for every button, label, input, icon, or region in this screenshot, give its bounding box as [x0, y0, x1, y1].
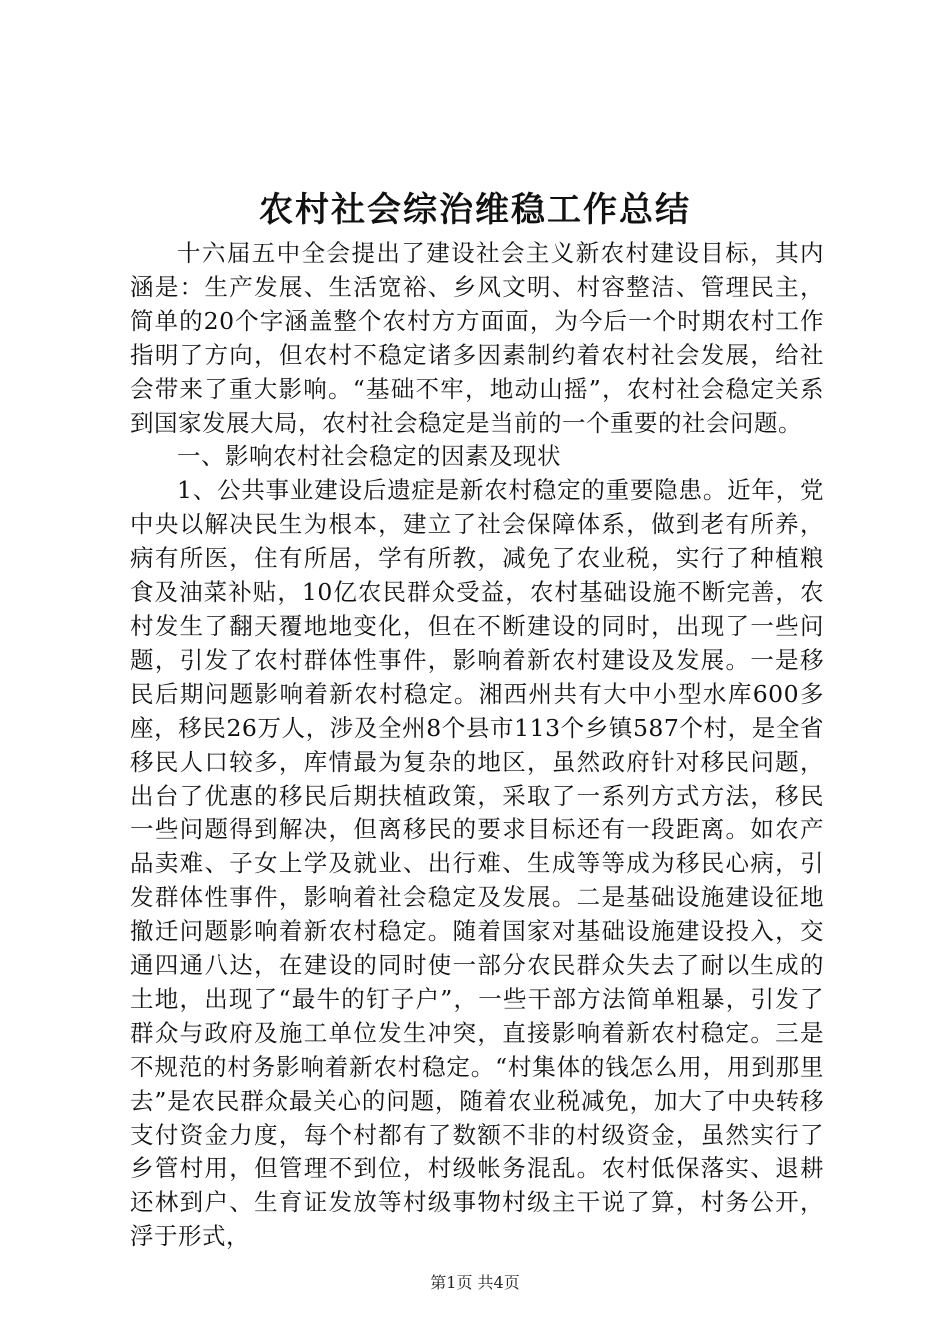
body-paragraph: 1、公共事业建设后遗症是新农村稳定的重要隐患。近年，党中央以解决民生为根本，建立了社会保障体系，做到老有所养，病有所医，住有所居，学有所教，减免了农业税，实行了种植粮食及油菜补贴，10亿农民群众受益，农村基础设施不断完善，农村发生了翻天覆地地变化，但在不断建设的同时，出现了一些问题，引发了农村群体性事件，影响着新农村建设及发展。一是移民后期问题影响着新农村稳定。湘西州共有大中小型水库600多座，移民26万人，涉及全州8个县市113个乡镇587个村，是全省移民人口较多，库情最为复杂的地区，虽然政府针对移民问题，出台了优惠的移民后期扶植政策，采取了一系列方式方法，移民一些问题得到解决，但离移民的要求目标还有一段距离。如农产品卖难、子女上学及就业、出行难、生成等等成为移民心病，引发群体性事件，影响着社会稳定及发展。二是基础设施建设征地撤迁问题影响着新农村稳定。随着国家对基础设施建设投入，交通四通八达，在建设的同时使一部分农民群众失去了耐以生成的土地，出现了“最牛的钉子户”，一些干部方法简单粗暴，引发了群众与政府及施工单位发生冲突，直接影响着新农村稳定。三是不规范的村务影响着新农村稳定。“村集体的钱怎么用，用到那里去”是农民群众最关心的问题，随着农业税减免，加大了中央转移支付资金力度，每个村都有了数额不非的村级资金，虽然实行了乡管村用，但管理不到位，村级帐务混乱。农村低保落实、退耕还林到户、生育证发放等村级事物村级主干说了算，村务公开，浮于形式，	[130, 476, 824, 1251]
section-heading: 一、影响农村社会稳定的因素及现状	[177, 442, 561, 471]
intro-paragraph: 十六届五中全会提出了建设社会主义新农村建设目标，其内涵是：生产发展、生活宽裕、乡风文明、村容整洁、管理民主，简单的20个字涵盖整个农村方方面面，为今后一个时期农村工作指明了方向，但农村不稳定诸多因素制约着农村社会发展，给社会带来了重大影响。“基础不牢，地动山摇”，农村社会稳定关系到国家发展大局，农村社会稳定是当前的一个重要的社会问题。	[130, 239, 824, 437]
document-title: 农村社会综治维稳工作总结	[259, 190, 691, 230]
page-footer: 第1页 共4页	[430, 1273, 520, 1292]
document-body	[130, 237, 824, 1254]
